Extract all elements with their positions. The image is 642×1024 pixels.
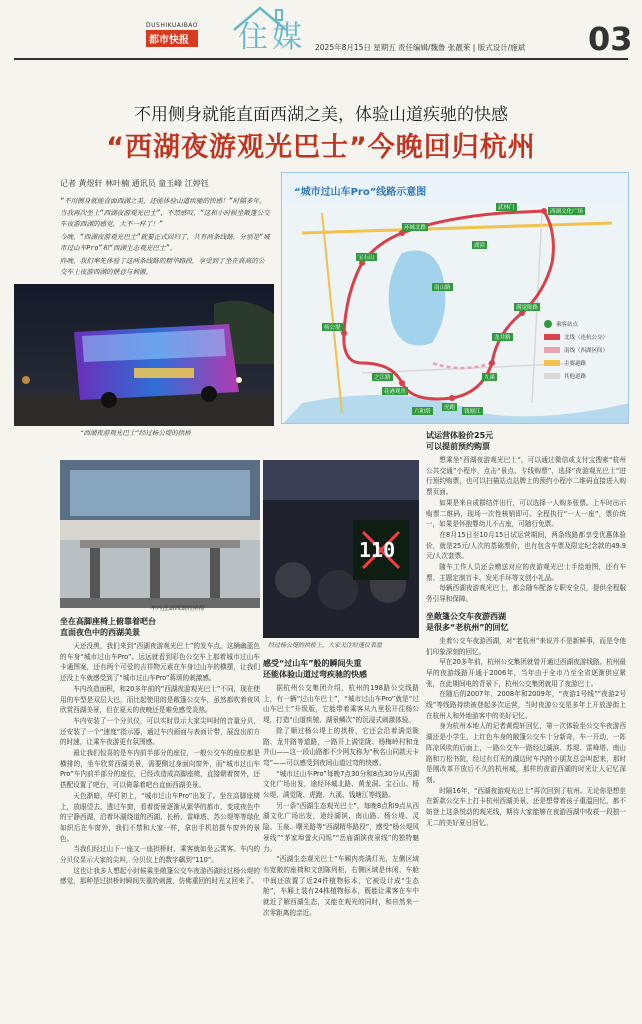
body-paragraph: “西湖生态观光巴士”车厢内亮满灯光，左侧区域有宽敞的座椅和文创陈列柜，右侧区域是休闲、车舱中间还放置了近24件植物标本，它被设计成“生态舱”，车厢上装有24株植物标本，既能让乘客在车中就近了解西湖生态，又能在观光的同时，和自然来一次零距离的亲近。 <box>263 855 419 917</box>
speed-display-illustration <box>263 460 419 638</box>
map-stop-label: 宝石山 <box>358 255 375 261</box>
main-headline: “西湖夜游观光巴士”今晚回归杭州 <box>106 132 536 163</box>
photo-caption: 经过杨公堤的拱桥上，大家关注时速仪表盘 <box>268 642 383 649</box>
kicker-headline: 不用侧身就能直面西湖之美，体验山道疾驰的快感 <box>134 105 508 125</box>
body-paragraph: 除了顺过杨公堤上的拱桥，它还会沿着满觉陇路、龙井路等道路，一路开上满觉陇、杨梅岭村和龙井山——这一段山路都不少网友称为“秋名山同款天卡弯”——可以感受到夜间山道过弯的快感。 <box>263 726 419 767</box>
body-paragraph: 当我们经过山下一座又一座拱桥时，乘客就如坐云霄客。车内的分贝仪显示大家的尖叫，分贝仪上的数字飙到“110”。 <box>60 845 260 865</box>
body-paragraph: 身为杭州本地人的记者黄煜轩回忆，第一次体验坐公交车夜游西湖还是小学生，上红色车身的敞篷公交车十分新奇，车一开动，一阵阵凉风吹的后面上，一路公交车一路经过湖滨、苏堤、雷峰塔、南山路和万松书院，经过有灯光的湖边时车内的小朋友总会叫起来，那时是刚改革开放后不久的杭州城，那样的夜游西湖的时光让人记忆深刻。 <box>426 722 626 784</box>
article-column-3 <box>426 428 626 1020</box>
map-stop-label: 龙井路 <box>494 335 511 341</box>
legend-item <box>544 317 626 330</box>
map-stop-label: 满觉陇路 <box>516 305 539 311</box>
body-paragraph: 天还没黑，我们来到“西湖夜游观光巴士”的发车点。这辆幽蓝色的车身“城市过山车Pro”。远远就看到彩色公交车上那着城市过山车卡通图案，还有两个可爱的吉祥物元素在车身过山车的横摆，让我们还没上车就感受到了“城市过山车Pro”蒋颂的刺激感。 <box>60 642 260 683</box>
bus-night-illustration <box>14 284 274 426</box>
article-column-2 <box>263 656 419 1018</box>
body-paragraph: 早在20多年前，杭州公交集团就曾开通过西湖夜游线路。杭州最早的夜游线路开通于2006年，当年由于全市乃至全省逐渐供应紧张，在此期间电的背景下，杭州公交集团就用了夜游巴士。 <box>426 658 626 688</box>
body-paragraph: 在8月15日至10月15日试运营期间，两条线路都享受优惠体验价，就是25元/人次的基础票价，也有包含车票及限定纪念款的49.9元/人次套票。 <box>426 530 626 561</box>
body-paragraph: 这也让我多人想起小时候乘坐敞篷公交车夜游西湖经过杨公堤的感觉，那种是过拱桥时瞬间失重的刺激，仿佛重回的时光又回来了。 <box>60 866 260 886</box>
body-paragraph: 另一条“西湖生态观光巴士”，每晚8点和9点从西湖文化广场出发，途经湖滨、南山路、杨公堤、灵隐、玉泉、曙光路等“西湖精华路段”，感受“杨公堤风景线”“茅家埠萤火闪烁”“岳庙湖滨夜景线”的独特魅力。 <box>263 801 419 853</box>
body-paragraph: 如果是来自成群结伴出行，可以选择一人购多张票。上车时出示购票二维码，现场一次性核销即可。全程执行“一人一座”，票价统一，如果是怀抱婴幼儿不占座，可随行免票。 <box>426 498 626 529</box>
map-stop-label: 环城北路 <box>404 225 427 231</box>
map-stop-label: 西湖文化广场 <box>550 209 584 215</box>
body-paragraph: 随车工作人员还会赠送对应的夜游观光巴士手绘地图，还有车票、主题定制盲卡、发光手环等文创小礼品。 <box>426 563 626 582</box>
page-number: 03 <box>588 20 633 58</box>
masthead <box>0 0 642 70</box>
body-paragraph: 最让我们惊喜的是车内前半部分的座位，一般公交车的座位都是横排的，坐车欣赏西湖美景，需要侧过身面向窗外，而“城市过山车Pro”车内前半部分的座位，已经改造成高脚座椅，直接朝着窗外，还搭配设置了吧台，可以倚靠着吧台直面西湖美景。 <box>60 749 260 790</box>
speed-display-photo <box>263 460 419 638</box>
subheading: 试运营体验价25元 可以提前预约购票 <box>426 431 494 451</box>
subheading: 坐在高脚座椅上俯靠着吧台 直面夜色中的西湖美景 <box>60 617 156 637</box>
body-paragraph: 车内安装了一个分贝仪，可以实时显示大家尖叫时的音量分贝，还安装了一个“速度”指示器，通过车内画面与表面计带，展盘出前方的时速，让乘车夜游更有氛围感。 <box>60 716 260 747</box>
issue-date: 2025年8月15日 星期五 <box>315 43 396 52</box>
legend-label: 主要道路 <box>564 360 587 367</box>
legend-item <box>544 369 626 382</box>
legend-item <box>544 343 626 356</box>
intro-paragraph: 今晚，“西湖夜游观光巴士”就要正式回归了，共有两条线路，分别是“城市过山车Pro”和“西湖生态观光巴士”。 <box>60 232 270 252</box>
map-stop-label: 湖滨 <box>474 243 486 249</box>
body-paragraph: 每辆西湖夜游观光巴士，都会随车配备专职安全员，提供全程服务引导和保障。 <box>426 584 626 604</box>
map-stop-label: 之江路 <box>374 375 391 381</box>
body-paragraph: 据杭州公交集团介绍，杭州的198路公交线路上，有一辆“过山车巴士”，“城市过山车Pro”就是“过山车巴士”升级版，它能带着乘客从九里松开往杨公堤，打造“山道疾驰、湖景鳞次”的沉浸式刺激体验。 <box>263 684 419 725</box>
body-paragraph: “城市过山车Pro”每晚7点30分和8点30分从西湖文化广场出发，途经环城北路、黄龙洞、宝石山、杨公堤、满觉陇、虎跑、九溪、钱塘江等线路。 <box>263 769 419 800</box>
photo-caption: “西湖夜游观光巴士”经过杨公堤的拱桥 <box>80 429 191 437</box>
body-paragraph: 天色渐暗，华灯初上，“城市过山车Pro”出发了。坐在高脚座椅上，放眼望去，透过车窗，看着街景逐渐从繁华的都市，变成夜色中的宁静西湖，沿着环湖绕道的西湖、长桥、雷峰塔、苏公堤等等绿化如织后在车窗外，我们不禁和大家一样，拿出手机拍摄车窗外的景色。 <box>60 791 260 843</box>
section-name: 住媒 <box>238 20 306 55</box>
intro-paragraph: 昨晚，我们率先体验了这两条线路的精华路段，享受到了坐在高高的公交车上夜游西湖的惬意与刺激。 <box>60 256 265 276</box>
subheading: 坐敞篷公交车夜游西湖 是很多“老杭州”的回忆 <box>426 611 509 632</box>
map-stop-label: 花港观鱼 <box>384 389 407 395</box>
map-stop-label: 钱塘江 <box>464 409 481 415</box>
article-column-1 <box>60 614 260 1018</box>
bus-interior-photo <box>60 460 260 608</box>
map-stop-label: 六和塔 <box>414 409 431 415</box>
bus-interior-illustration <box>60 460 260 608</box>
legend-label: 北线（连杭公交） <box>564 334 609 341</box>
intro-text <box>60 196 270 280</box>
masthead-rule <box>14 58 628 60</box>
body-paragraph: 坐着公交车夜游西湖，对“老杭州”来说并不是新鲜事，而是令他们印象深刻的回忆。 <box>426 636 626 656</box>
map-legend <box>544 317 626 382</box>
body-paragraph: 在随后的2007年、2008年和2009年，“夜游1号线”“夜游2号线”等线路持续被登起多次运营，当时夜游公交是多年上开放游街上在杭州人和外地游客中的美好记忆。 <box>426 690 626 720</box>
byline: 记者 黄煜轩 林叶楠 通讯员 童玉峰 江婷钰 <box>60 179 209 188</box>
intro-paragraph: “不用侧身就能直面西湖之美，还能体验山道疾驰的快感！”时隔多年，当我再次坐上“西湖夜游观光巴士”，不禁感叹，“这和小时候坐敞篷公交车夜游西湖的感觉，大不一样了！” <box>60 197 270 228</box>
brand-logo <box>146 22 208 47</box>
editor-credits: 责任编辑/魏鲁 张靓莱 | 版式设计/施斌 <box>398 43 526 52</box>
body-paragraph: 车内改造面积，和20多年前的“西湖夜游观光巴士”不同，现在使用的车型是双层大巴，而比起使用的是敞篷公交车，虽然都吹着夜风欣赏西湖美景，但在夏天的夜晚还是难免感受炎热。 <box>60 684 260 715</box>
legend-label: 南线（西湖区间） <box>564 347 609 354</box>
map-stop-label: 南山路 <box>434 285 451 291</box>
legend-label: 其他道路 <box>564 373 587 380</box>
brand-pinyin: DUSHIKUAIBAO <box>146 22 198 29</box>
subheading: 感受“过山车”般的瞬间失重 还能体验山道过弯疾驰的快感 <box>263 659 367 679</box>
photo-caption: 车内直面西湖的座椅 <box>150 605 205 612</box>
brand-name: 都市快报 <box>146 30 198 47</box>
body-paragraph: 想乘坐“西湖夜游观光巴士”，可以通过微信或支付宝搜索“杭州公共交通”小程序，点击“景点、专线购票”，选择“夜游观光巴士”进行预约购票，也可以扫描站点站牌上的预约小程序二维码直接进入购票页面。 <box>426 456 626 497</box>
speed-readout: 110 <box>359 538 396 562</box>
legend-item <box>544 356 626 369</box>
legend-item <box>544 330 626 343</box>
bus-night-photo <box>14 284 274 426</box>
map-stop-label: 虎跑 <box>444 405 456 411</box>
map-stop-label: 武林门 <box>498 205 515 211</box>
map-stop-label: 九溪 <box>484 375 496 381</box>
map-stop-label: 杨公堤 <box>324 325 341 331</box>
body-paragraph: 时隔16年，“西湖夜游观光巴士”再次回到了杭州。无论你是想坐在新款公交车上打卡杭州西湖美景，还是想带着孩子重温回忆，都不妨登上这条悦动的观光线，期待大家能够在夜游西湖中收获一段独一无二的美好夏日回忆。 <box>426 786 626 827</box>
route-map <box>281 172 629 424</box>
legend-label: 乘客站点 <box>556 321 579 328</box>
map-title: “城市过山车Pro”线路示意图 <box>294 187 427 198</box>
